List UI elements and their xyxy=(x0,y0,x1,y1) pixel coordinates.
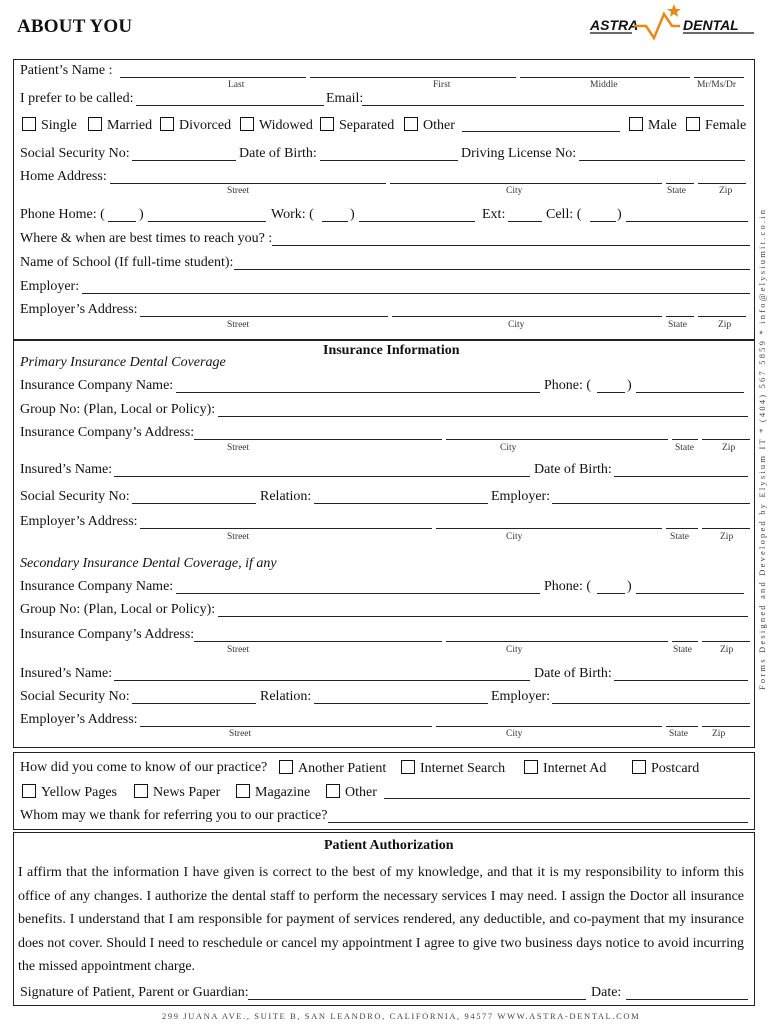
primary-insured-field[interactable] xyxy=(114,476,530,477)
cell-phone-field[interactable] xyxy=(626,221,748,222)
signature-field[interactable] xyxy=(248,999,586,1000)
marital-married[interactable]: Married xyxy=(88,117,152,134)
ssn-label: Social Security No: xyxy=(20,146,130,161)
email-field[interactable] xyxy=(362,105,744,106)
primary-insured-label: Insured’s Name: xyxy=(20,462,113,477)
email-label: Email: xyxy=(326,91,364,106)
ref-other-field[interactable] xyxy=(384,798,750,799)
primary-company-city-field[interactable] xyxy=(446,439,668,440)
secondary-group-label: Group No: (Plan, Local or Policy): xyxy=(20,602,216,617)
secondary-ssn-field[interactable] xyxy=(132,703,256,704)
sub-label-middle: Middle xyxy=(590,80,618,90)
secondary-dob-label: Date of Birth: xyxy=(534,666,612,681)
primary-employer-address-label: Employer’s Address: xyxy=(20,514,138,529)
secondary-company-field[interactable] xyxy=(176,593,540,594)
ref-other[interactable]: Other xyxy=(326,784,377,801)
ext-label: Ext: xyxy=(482,207,506,222)
side-credit: Forms Designed and Developed by Elysium IT * (404) 567 5859 * info@elysiumit.co.in xyxy=(757,207,767,690)
license-label: Driving License No: xyxy=(461,146,577,161)
sub-city: City xyxy=(506,186,523,196)
secondary-ssn-label: Social Security No: xyxy=(20,689,130,704)
primary-dob-label: Date of Birth: xyxy=(534,462,612,477)
secondary-relation-label: Relation: xyxy=(260,689,312,704)
secondary-phone-label: Phone: ( xyxy=(544,579,592,594)
primary-company-field[interactable] xyxy=(176,392,540,393)
employer-city-field[interactable] xyxy=(392,316,662,317)
secondary-company-address-label: Insurance Company’s Address: xyxy=(20,627,195,642)
secondary-employer-city-field[interactable] xyxy=(436,726,662,727)
dob-field[interactable] xyxy=(320,160,458,161)
authorization-text: I affirm that the information I have given is correct to the best of my knowledge, and that it is my responsibility to inform this office of any changes. I authorize the dental staff to perform the necessary services I may need. I assign the Doctor all insurance benefits. I understand that I am responsible for payment of services rendered, any deductible, and co-payment that my insurance does not cover. Should I need to reschedule or cancel my appointment I agree to give two business days notice to avoid incurring the missed appointment charge. xyxy=(18,865,744,974)
primary-employer-street-field[interactable] xyxy=(140,528,432,529)
secondary-dob-field[interactable] xyxy=(614,680,748,681)
sub-zip: Zip xyxy=(719,186,733,196)
primary-employer-label: Employer: xyxy=(491,489,551,504)
logo-text-left: ASTRA xyxy=(590,17,639,33)
secondary-employer-street-field[interactable] xyxy=(140,726,432,727)
school-label: Name of School (If full-time student): xyxy=(20,255,234,270)
signature-date-label: Date: xyxy=(591,985,622,1000)
page-title: ABOUT YOU xyxy=(17,16,133,37)
secondary-employer-state-field[interactable] xyxy=(666,726,698,727)
signature-date-field[interactable] xyxy=(626,999,748,1000)
primary-company-address-label: Insurance Company’s Address: xyxy=(20,425,195,440)
work-label: Work: ( xyxy=(271,207,314,222)
primary-company-street-field[interactable] xyxy=(194,439,442,440)
news-paper-checkbox[interactable] xyxy=(134,784,148,798)
marital-other-field[interactable] xyxy=(462,131,620,132)
secondary-company-zip-field[interactable] xyxy=(702,641,750,642)
referral-thank-field[interactable] xyxy=(328,822,748,823)
primary-relation-field[interactable] xyxy=(314,503,488,504)
ref-internet-ad[interactable]: Internet Ad xyxy=(524,760,606,777)
secondary-phone-field[interactable] xyxy=(636,593,744,594)
primary-company-zip-field[interactable] xyxy=(702,439,750,440)
last-name-field[interactable] xyxy=(120,77,306,78)
employer-label: Employer: xyxy=(20,279,80,294)
primary-company-state-field[interactable] xyxy=(672,439,698,440)
marital-single[interactable]: Single xyxy=(22,117,77,134)
widowed-checkbox[interactable] xyxy=(240,117,254,131)
school-field[interactable] xyxy=(234,269,750,270)
primary-ssn-field[interactable] xyxy=(132,503,256,504)
employer-field[interactable] xyxy=(82,293,750,294)
primary-group-label: Group No: (Plan, Local or Policy): xyxy=(20,402,216,417)
secondary-company-label: Insurance Company Name: xyxy=(20,579,174,594)
logo-text-right: DENTAL xyxy=(683,17,739,33)
primary-employer-field[interactable] xyxy=(552,503,750,504)
gender-male[interactable]: Male xyxy=(629,117,677,134)
prefer-label: I prefer to be called: xyxy=(20,91,134,106)
brand-logo xyxy=(588,2,758,48)
employer-street-field[interactable] xyxy=(140,316,388,317)
home-city-field[interactable] xyxy=(390,183,662,184)
employer-zip-field[interactable] xyxy=(698,316,746,317)
male-checkbox[interactable] xyxy=(629,117,643,131)
sub-state: State xyxy=(667,186,686,196)
primary-ssn-label: Social Security No: xyxy=(20,489,130,504)
ref-yellow-pages[interactable]: Yellow Pages xyxy=(22,784,117,801)
secondary-employer-label: Employer: xyxy=(491,689,551,704)
secondary-employer-address-label: Employer’s Address: xyxy=(20,712,138,727)
logo-graphic xyxy=(588,2,758,48)
work-area-field[interactable] xyxy=(322,221,348,222)
ssn-field[interactable] xyxy=(132,160,236,161)
secondary-group-field[interactable] xyxy=(218,616,748,617)
primary-phone-field[interactable] xyxy=(636,392,744,393)
ref-internet-search[interactable]: Internet Search xyxy=(401,760,505,777)
employer-address-label: Employer’s Address: xyxy=(20,302,138,317)
cell-area-field[interactable] xyxy=(590,221,616,222)
secondary-relation-field[interactable] xyxy=(314,703,488,704)
primary-company-label: Insurance Company Name: xyxy=(20,378,174,393)
other-checkbox[interactable] xyxy=(404,117,418,131)
sub-street: Street xyxy=(227,186,250,196)
best-times-label: Where & when are best times to reach you? : xyxy=(20,231,273,246)
insurance-section-title: Insurance Information xyxy=(323,343,460,358)
signature-label: Signature of Patient, Parent or Guardian: xyxy=(20,985,249,1000)
ref-postcard[interactable]: Postcard xyxy=(632,760,699,777)
divorced-checkbox[interactable] xyxy=(160,117,174,131)
phone-home-label: Phone Home: ( xyxy=(20,207,105,222)
marital-separated[interactable]: Separated xyxy=(320,117,394,134)
secondary-company-street-field[interactable] xyxy=(194,641,442,642)
dob-label: Date of Birth: xyxy=(239,146,317,161)
license-field[interactable] xyxy=(579,160,745,161)
referral-thank-label: Whom may we thank for referring you to our practice? xyxy=(20,808,328,823)
title-field[interactable] xyxy=(694,77,744,78)
referral-question: How did you come to know of our practice? xyxy=(20,760,268,775)
ref-another-patient[interactable]: Another Patient xyxy=(279,760,386,777)
logo-star-icon xyxy=(667,4,681,17)
primary-employer-state-field[interactable] xyxy=(666,528,698,529)
gender-female[interactable]: Female xyxy=(686,117,746,134)
logo-pulse-icon xyxy=(634,14,680,38)
sub-label-first: First xyxy=(433,80,451,90)
employer-state-field[interactable] xyxy=(666,316,694,317)
secondary-insured-label: Insured’s Name: xyxy=(20,666,113,681)
secondary-insurance-title: Secondary Insurance Dental Coverage, if any xyxy=(20,556,277,571)
best-times-field[interactable] xyxy=(272,245,750,246)
secondary-phone-area-field[interactable] xyxy=(597,593,625,594)
primary-dob-field[interactable] xyxy=(614,476,748,477)
marital-widowed[interactable]: Widowed xyxy=(240,117,313,134)
authorization-title: Patient Authorization xyxy=(324,838,454,853)
another-patient-checkbox[interactable] xyxy=(279,760,293,774)
secondary-employer-zip-field[interactable] xyxy=(702,726,750,727)
primary-phone-area-field[interactable] xyxy=(597,392,625,393)
home-street-field[interactable] xyxy=(110,183,386,184)
ref-magazine[interactable]: Magazine xyxy=(236,784,310,801)
home-zip-field[interactable] xyxy=(698,183,746,184)
first-name-field[interactable] xyxy=(310,77,516,78)
postcard-checkbox[interactable] xyxy=(632,760,646,774)
marital-divorced[interactable]: Divorced xyxy=(160,117,231,134)
preferred-name-field[interactable] xyxy=(136,105,324,106)
primary-insurance-title: Primary Insurance Dental Coverage xyxy=(20,355,226,370)
phone-home-area-field[interactable] xyxy=(108,221,136,222)
ext-field[interactable] xyxy=(508,221,542,222)
patient-name-label: Patient’s Name : xyxy=(20,63,113,78)
internet-search-checkbox[interactable] xyxy=(401,760,415,774)
primary-relation-label: Relation: xyxy=(260,489,312,504)
separated-checkbox[interactable] xyxy=(320,117,334,131)
secondary-company-state-field[interactable] xyxy=(672,641,698,642)
yellow-pages-checkbox[interactable] xyxy=(22,784,36,798)
magazine-checkbox[interactable] xyxy=(236,784,250,798)
female-checkbox[interactable] xyxy=(686,117,700,131)
work-phone-field[interactable] xyxy=(359,221,475,222)
ref-news-paper[interactable]: News Paper xyxy=(134,784,220,801)
single-checkbox[interactable] xyxy=(22,117,36,131)
secondary-insured-field[interactable] xyxy=(114,680,530,681)
sub-label-last: Last xyxy=(228,80,245,90)
primary-employer-zip-field[interactable] xyxy=(702,528,750,529)
primary-group-field[interactable] xyxy=(218,416,748,417)
primary-phone-label: Phone: ( xyxy=(544,378,592,393)
home-state-field[interactable] xyxy=(666,183,694,184)
cell-label: Cell: ( xyxy=(546,207,582,222)
secondary-employer-field[interactable] xyxy=(552,703,750,704)
middle-name-field[interactable] xyxy=(520,77,690,78)
ref-other-checkbox[interactable] xyxy=(326,784,340,798)
internet-ad-checkbox[interactable] xyxy=(524,760,538,774)
home-address-label: Home Address: xyxy=(20,169,107,184)
phone-home-field[interactable] xyxy=(148,221,266,222)
secondary-company-city-field[interactable] xyxy=(446,641,668,642)
marital-other[interactable]: Other xyxy=(404,117,455,134)
sub-label-title: Mr/Ms/Dr xyxy=(697,80,737,90)
footer-address: 299 JUANA AVE., SUITE B, SAN LEANDRO, CALIFORNIA, 94577 WWW.ASTRA-DENTAL.COM xyxy=(162,1011,641,1021)
married-checkbox[interactable] xyxy=(88,117,102,131)
primary-employer-city-field[interactable] xyxy=(436,528,662,529)
